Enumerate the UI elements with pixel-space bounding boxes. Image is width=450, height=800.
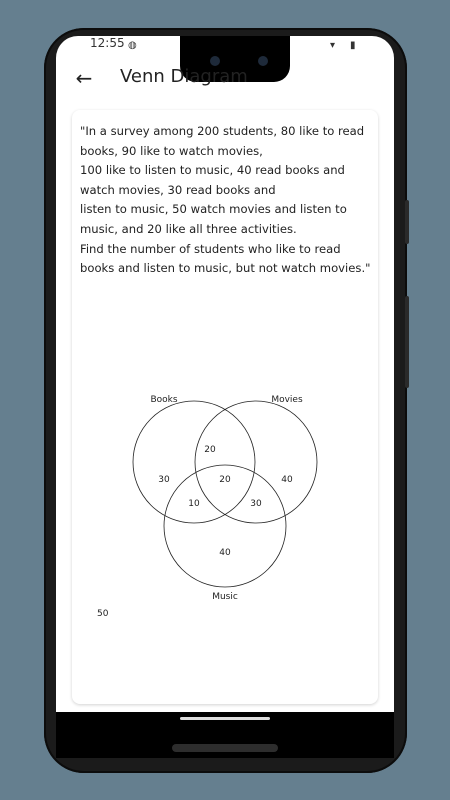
- question-line: books, 90 like to watch movies,: [80, 143, 263, 158]
- outside-value: 50: [97, 609, 109, 619]
- arrow-left-icon: ←: [75, 66, 93, 90]
- notification-icon: ◍: [128, 40, 137, 51]
- wifi-icon: ▾: [330, 40, 336, 51]
- set-label-movies: Movies: [271, 395, 303, 405]
- region-music-only: 40: [219, 548, 231, 558]
- battery-icon: ▮: [350, 40, 356, 51]
- question-line: Find the number of students who like to read: [80, 241, 341, 256]
- region-books-movies: 20: [204, 445, 216, 455]
- speaker-grille: [172, 744, 278, 752]
- question-line: books and listen to music, but not watch movies.": [80, 261, 371, 276]
- question-line: music, and 20 like all three activities.: [80, 221, 297, 236]
- region-books-music: 10: [188, 499, 200, 509]
- region-books-only: 30: [158, 475, 170, 485]
- set-label-music: Music: [212, 592, 238, 602]
- set-label-books: Books: [150, 395, 178, 405]
- question-line: "In a survey among 200 students, 80 like to read: [80, 124, 365, 138]
- region-all-three: 20: [219, 475, 231, 485]
- home-gesture-bar[interactable]: [180, 717, 270, 720]
- region-movies-only: 40: [281, 475, 293, 485]
- region-movies-music: 30: [250, 499, 262, 509]
- status-time: 12:55: [90, 36, 125, 50]
- page-title: Venn Diagram: [120, 66, 248, 87]
- question-line: listen to music, 50 watch movies and listen to: [80, 202, 347, 217]
- question-line: 100 like to listen to music, 40 read books and: [80, 163, 345, 178]
- question-line: watch movies, 30 read books and: [80, 182, 276, 197]
